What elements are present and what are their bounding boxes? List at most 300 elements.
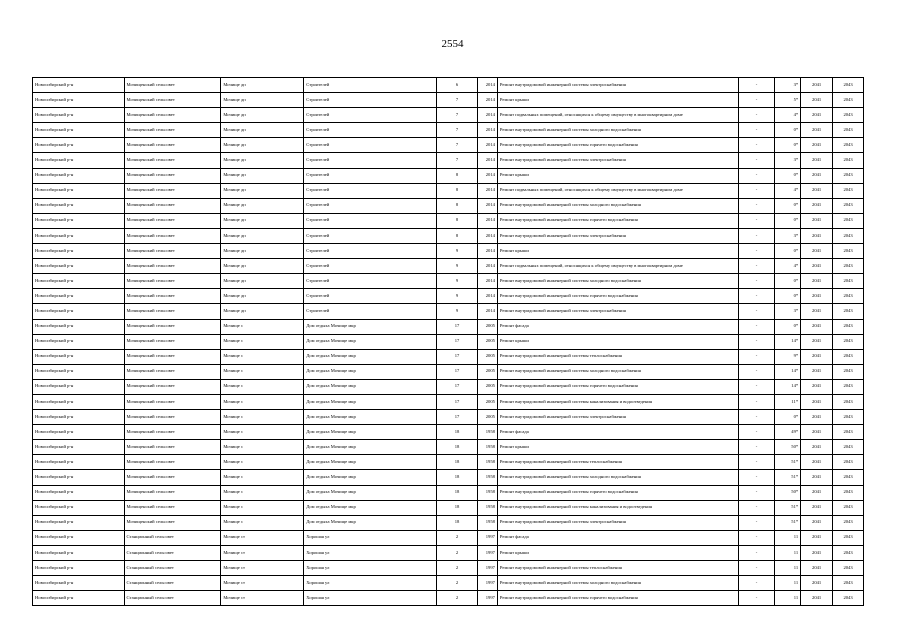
period-end-cell: 2043: [833, 515, 864, 530]
work-type-cell: Ремонт подвальных помещений, относящихся к общему имуществу в многоквартирном доме: [497, 259, 739, 274]
street-cell: Хорошая ул: [304, 591, 437, 606]
house-number-cell: 8: [437, 228, 477, 243]
work-type-cell: Ремонт внутридомовой инженерной системы горячего водоснабжения: [497, 591, 739, 606]
locality-cell: Мочище дп: [221, 78, 304, 93]
work-type-cell: Ремонт фасада: [497, 425, 739, 440]
build-year-cell: 2014: [477, 108, 497, 123]
build-year-cell: 2014: [477, 138, 497, 153]
period-start-cell: 2041: [801, 93, 833, 108]
marker-cell: -: [739, 289, 774, 304]
locality-cell: Мочище ст: [221, 545, 304, 560]
settlement-cell: Мочищенский сельсовет: [124, 319, 221, 334]
table-row: [33, 500, 864, 515]
house-number-cell: 18: [437, 470, 477, 485]
period-start-cell: 2041: [801, 364, 833, 379]
marker-cell: -: [739, 123, 774, 138]
build-year-cell: 1997: [477, 576, 497, 591]
table-row: [33, 108, 864, 123]
settlement-cell: Станционный сельсовет: [124, 591, 221, 606]
settlement-cell: Мочищенский сельсовет: [124, 198, 221, 213]
table-body: [33, 78, 864, 606]
street-cell: Дом отдыха Мочище мкр: [304, 515, 437, 530]
table-row: [33, 123, 864, 138]
locality-cell: Мочище с: [221, 364, 304, 379]
district-cell: Новосибирский р-н: [33, 198, 125, 213]
work-type-cell: Ремонт крыши: [497, 545, 739, 560]
table-row: [33, 198, 864, 213]
work-type-cell: Ремонт крыши: [497, 168, 739, 183]
period-start-cell: 2041: [801, 319, 833, 334]
locality-cell: Мочище с: [221, 440, 304, 455]
period-end-cell: 2043: [833, 289, 864, 304]
locality-cell: Мочище дп: [221, 274, 304, 289]
period-start-cell: 2041: [801, 213, 833, 228]
build-year-cell: 2014: [477, 213, 497, 228]
table-row: [33, 319, 864, 334]
settlement-cell: Мочищенский сельсовет: [124, 364, 221, 379]
period-end-cell: 2043: [833, 123, 864, 138]
house-number-cell: 7: [437, 108, 477, 123]
work-type-cell: Ремонт внутридомовой инженерной системы горячего водоснабжения: [497, 138, 739, 153]
marker-cell: -: [739, 319, 774, 334]
street-cell: Строителей: [304, 108, 437, 123]
table-row: [33, 425, 864, 440]
house-number-cell: 17: [437, 334, 477, 349]
marker-cell: -: [739, 379, 774, 394]
work-type-cell: Ремонт внутридомовой инженерной системы электроснабжения: [497, 78, 739, 93]
street-cell: Дом отдыха Мочище мкр: [304, 334, 437, 349]
marker-cell: -: [739, 364, 774, 379]
marker-cell: -: [739, 500, 774, 515]
period-start-cell: 2041: [801, 108, 833, 123]
district-cell: Новосибирский р-н: [33, 259, 125, 274]
build-year-cell: 1997: [477, 545, 497, 560]
work-type-cell: Ремонт внутридомовой инженерной системы холодного водоснабжения: [497, 123, 739, 138]
locality-cell: Мочище дп: [221, 168, 304, 183]
period-start-cell: 2041: [801, 183, 833, 198]
street-cell: Строителей: [304, 274, 437, 289]
marker-cell: -: [739, 304, 774, 319]
locality-cell: Мочище с: [221, 425, 304, 440]
work-type-cell: Ремонт внутридомовой инженерной системы электроснабжения: [497, 304, 739, 319]
table-row: [33, 213, 864, 228]
period-start-cell: 2041: [801, 500, 833, 515]
marker-cell: -: [739, 213, 774, 228]
house-number-cell: 17: [437, 410, 477, 425]
period-start-cell: 2041: [801, 455, 833, 470]
district-cell: Новосибирский р-н: [33, 561, 125, 576]
locality-cell: Мочище ст: [221, 561, 304, 576]
build-year-cell: 1958: [477, 485, 497, 500]
period-start-cell: 2041: [801, 530, 833, 545]
locality-cell: Мочище дп: [221, 123, 304, 138]
build-year-cell: 1958: [477, 440, 497, 455]
district-cell: Новосибирский р-н: [33, 364, 125, 379]
district-cell: Новосибирский р-н: [33, 334, 125, 349]
work-type-cell: Ремонт внутридомовой инженерной системы канализования и водоотведения: [497, 500, 739, 515]
period-end-cell: 2043: [833, 168, 864, 183]
settlement-cell: Станционный сельсовет: [124, 530, 221, 545]
period-end-cell: 2043: [833, 394, 864, 409]
marker-cell: -: [739, 274, 774, 289]
settlement-cell: Мочищенский сельсовет: [124, 470, 221, 485]
district-cell: Новосибирский р-н: [33, 78, 125, 93]
period-end-cell: 2043: [833, 440, 864, 455]
work-type-cell: Ремонт крыши: [497, 244, 739, 259]
locality-cell: Мочище дп: [221, 198, 304, 213]
period-start-cell: 2041: [801, 153, 833, 168]
work-type-cell: Ремонт подвальных помещений, относящихся к общему имуществу в многоквартирном доме: [497, 108, 739, 123]
value-cell: 11: [774, 530, 801, 545]
marker-cell: -: [739, 244, 774, 259]
settlement-cell: Мочищенский сельсовет: [124, 515, 221, 530]
house-number-cell: 7: [437, 123, 477, 138]
build-year-cell: 2014: [477, 168, 497, 183]
work-type-cell: Ремонт внутридомовой инженерной системы теплоснабжения: [497, 349, 739, 364]
settlement-cell: Мочищенский сельсовет: [124, 500, 221, 515]
value-cell: 0*: [774, 289, 801, 304]
table-row: [33, 244, 864, 259]
settlement-cell: Мочищенский сельсовет: [124, 334, 221, 349]
table-row: [33, 153, 864, 168]
settlement-cell: Мочищенский сельсовет: [124, 123, 221, 138]
build-year-cell: 1958: [477, 500, 497, 515]
value-cell: 0*: [774, 123, 801, 138]
street-cell: Дом отдыха Мочище мкр: [304, 410, 437, 425]
house-number-cell: 2: [437, 576, 477, 591]
build-year-cell: 2005: [477, 394, 497, 409]
house-number-cell: 8: [437, 213, 477, 228]
value-cell: 14*: [774, 379, 801, 394]
work-type-cell: Ремонт внутридомовой инженерной системы холодного водоснабжения: [497, 198, 739, 213]
settlement-cell: Мочищенский сельсовет: [124, 244, 221, 259]
period-start-cell: 2041: [801, 485, 833, 500]
street-cell: Дом отдыха Мочище мкр: [304, 394, 437, 409]
house-number-cell: 17: [437, 394, 477, 409]
period-start-cell: 2041: [801, 228, 833, 243]
build-year-cell: 1997: [477, 561, 497, 576]
build-year-cell: 2005: [477, 364, 497, 379]
house-number-cell: 7: [437, 138, 477, 153]
period-end-cell: 2043: [833, 545, 864, 560]
district-cell: Новосибирский р-н: [33, 304, 125, 319]
work-type-cell: Ремонт внутридомовой инженерной системы теплоснабжения: [497, 561, 739, 576]
marker-cell: -: [739, 198, 774, 213]
build-year-cell: 2014: [477, 123, 497, 138]
house-number-cell: 7: [437, 153, 477, 168]
work-type-cell: Ремонт внутридомовой инженерной системы горячего водоснабжения: [497, 213, 739, 228]
period-start-cell: 2041: [801, 440, 833, 455]
marker-cell: -: [739, 576, 774, 591]
period-end-cell: 2043: [833, 470, 864, 485]
house-number-cell: 9: [437, 244, 477, 259]
work-type-cell: Ремонт внутридомовой инженерной системы холодного водоснабжения: [497, 274, 739, 289]
marker-cell: -: [739, 470, 774, 485]
work-type-cell: Ремонт внутридомовой инженерной системы холодного водоснабжения: [497, 470, 739, 485]
street-cell: Строителей: [304, 228, 437, 243]
settlement-cell: Мочищенский сельсовет: [124, 93, 221, 108]
district-cell: Новосибирский р-н: [33, 455, 125, 470]
street-cell: Дом отдыха Мочище мкр: [304, 485, 437, 500]
settlement-cell: Мочищенский сельсовет: [124, 394, 221, 409]
street-cell: Строителей: [304, 93, 437, 108]
settlement-cell: Мочищенский сельсовет: [124, 274, 221, 289]
locality-cell: Мочище с: [221, 410, 304, 425]
house-number-cell: 2: [437, 591, 477, 606]
marker-cell: -: [739, 545, 774, 560]
period-start-cell: 2041: [801, 425, 833, 440]
table-row: [33, 138, 864, 153]
work-type-cell: Ремонт внутридомовой инженерной системы электроснабжения: [497, 228, 739, 243]
table-row: [33, 364, 864, 379]
value-cell: 11: [774, 545, 801, 560]
house-number-cell: 2: [437, 545, 477, 560]
period-end-cell: 2043: [833, 138, 864, 153]
settlement-cell: Мочищенский сельсовет: [124, 213, 221, 228]
street-cell: Дом отдыха Мочище мкр: [304, 455, 437, 470]
house-number-cell: 9: [437, 304, 477, 319]
period-end-cell: 2043: [833, 78, 864, 93]
house-number-cell: 17: [437, 379, 477, 394]
house-number-cell: 18: [437, 440, 477, 455]
marker-cell: -: [739, 334, 774, 349]
table-row: [33, 93, 864, 108]
period-end-cell: 2043: [833, 183, 864, 198]
house-number-cell: 8: [437, 168, 477, 183]
street-cell: Строителей: [304, 213, 437, 228]
district-cell: Новосибирский р-н: [33, 319, 125, 334]
period-start-cell: 2041: [801, 379, 833, 394]
period-start-cell: 2041: [801, 198, 833, 213]
value-cell: 14*: [774, 334, 801, 349]
build-year-cell: 2014: [477, 304, 497, 319]
period-start-cell: 2041: [801, 576, 833, 591]
locality-cell: Мочище ст: [221, 591, 304, 606]
period-start-cell: 2041: [801, 561, 833, 576]
value-cell: 4*: [774, 259, 801, 274]
locality-cell: Мочище с: [221, 319, 304, 334]
value-cell: 11: [774, 576, 801, 591]
district-cell: Новосибирский р-н: [33, 576, 125, 591]
settlement-cell: Станционный сельсовет: [124, 545, 221, 560]
marker-cell: -: [739, 259, 774, 274]
build-year-cell: 2005: [477, 379, 497, 394]
period-end-cell: 2043: [833, 485, 864, 500]
locality-cell: Мочище с: [221, 470, 304, 485]
period-end-cell: 2043: [833, 334, 864, 349]
street-cell: Строителей: [304, 123, 437, 138]
value-cell: 3*: [774, 153, 801, 168]
build-year-cell: 2014: [477, 274, 497, 289]
period-end-cell: 2043: [833, 93, 864, 108]
value-cell: 0*: [774, 274, 801, 289]
house-number-cell: 8: [437, 198, 477, 213]
build-year-cell: 2014: [477, 78, 497, 93]
street-cell: Дом отдыха Мочище мкр: [304, 500, 437, 515]
house-number-cell: 8: [437, 183, 477, 198]
work-type-cell: Ремонт крыши: [497, 93, 739, 108]
value-cell: 0*: [774, 213, 801, 228]
period-end-cell: 2043: [833, 379, 864, 394]
work-type-cell: Ремонт внутридомовой инженерной системы электроснабжения: [497, 153, 739, 168]
settlement-cell: Мочищенский сельсовет: [124, 183, 221, 198]
marker-cell: -: [739, 561, 774, 576]
district-cell: Новосибирский р-н: [33, 274, 125, 289]
period-end-cell: 2043: [833, 213, 864, 228]
table-row: [33, 183, 864, 198]
table-row: [33, 591, 864, 606]
marker-cell: -: [739, 485, 774, 500]
value-cell: 4*: [774, 108, 801, 123]
locality-cell: Мочище с: [221, 394, 304, 409]
marker-cell: -: [739, 153, 774, 168]
table-row: [33, 304, 864, 319]
locality-cell: Мочище дп: [221, 244, 304, 259]
locality-cell: Мочище дп: [221, 213, 304, 228]
build-year-cell: 2014: [477, 289, 497, 304]
house-number-cell: 18: [437, 425, 477, 440]
locality-cell: Мочище с: [221, 349, 304, 364]
marker-cell: -: [739, 183, 774, 198]
settlement-cell: Мочищенский сельсовет: [124, 379, 221, 394]
locality-cell: Мочище дп: [221, 304, 304, 319]
period-end-cell: 2043: [833, 425, 864, 440]
district-cell: Новосибирский р-н: [33, 183, 125, 198]
period-start-cell: 2041: [801, 591, 833, 606]
period-start-cell: 2041: [801, 349, 833, 364]
district-cell: Новосибирский р-н: [33, 228, 125, 243]
district-cell: Новосибирский р-н: [33, 93, 125, 108]
district-cell: Новосибирский р-н: [33, 379, 125, 394]
house-number-cell: 9: [437, 274, 477, 289]
street-cell: Дом отдыха Мочище мкр: [304, 425, 437, 440]
locality-cell: Мочище с: [221, 379, 304, 394]
work-type-cell: Ремонт внутридомовой инженерной системы горячего водоснабжения: [497, 379, 739, 394]
locality-cell: Мочище с: [221, 334, 304, 349]
work-type-cell: Ремонт крыши: [497, 440, 739, 455]
work-type-cell: Ремонт фасада: [497, 530, 739, 545]
period-end-cell: 2043: [833, 319, 864, 334]
period-start-cell: 2041: [801, 138, 833, 153]
street-cell: Дом отдыха Мочище мкр: [304, 470, 437, 485]
street-cell: Хорошая ул: [304, 545, 437, 560]
table-row: [33, 379, 864, 394]
value-cell: 51*: [774, 470, 801, 485]
settlement-cell: Станционный сельсовет: [124, 561, 221, 576]
period-start-cell: 2041: [801, 410, 833, 425]
marker-cell: -: [739, 108, 774, 123]
street-cell: Строителей: [304, 198, 437, 213]
marker-cell: -: [739, 228, 774, 243]
district-cell: Новосибирский р-н: [33, 591, 125, 606]
house-number-cell: 2: [437, 561, 477, 576]
district-cell: Новосибирский р-н: [33, 108, 125, 123]
street-cell: Хорошая ул: [304, 561, 437, 576]
street-cell: Дом отдыха Мочище мкр: [304, 364, 437, 379]
table-row: [33, 530, 864, 545]
locality-cell: Мочище ст: [221, 576, 304, 591]
settlement-cell: Мочищенский сельсовет: [124, 440, 221, 455]
marker-cell: -: [739, 440, 774, 455]
period-end-cell: 2043: [833, 455, 864, 470]
settlement-cell: Мочищенский сельсовет: [124, 138, 221, 153]
locality-cell: Мочище дп: [221, 93, 304, 108]
street-cell: Строителей: [304, 183, 437, 198]
period-start-cell: 2041: [801, 123, 833, 138]
value-cell: 51*: [774, 500, 801, 515]
district-cell: Новосибирский р-н: [33, 410, 125, 425]
house-number-cell: 7: [437, 93, 477, 108]
table-row: [33, 561, 864, 576]
build-year-cell: 1958: [477, 470, 497, 485]
work-type-cell: Ремонт внутридомовой инженерной системы теплоснабжения: [497, 455, 739, 470]
build-year-cell: 2005: [477, 349, 497, 364]
value-cell: 14*: [774, 364, 801, 379]
district-cell: Новосибирский р-н: [33, 394, 125, 409]
period-end-cell: 2043: [833, 304, 864, 319]
table-row: [33, 440, 864, 455]
period-end-cell: 2043: [833, 530, 864, 545]
locality-cell: Мочище ст: [221, 530, 304, 545]
value-cell: 0*: [774, 244, 801, 259]
street-cell: Строителей: [304, 138, 437, 153]
marker-cell: -: [739, 138, 774, 153]
district-cell: Новосибирский р-н: [33, 138, 125, 153]
work-type-cell: Ремонт внутридомовой инженерной системы горячего водоснабжения: [497, 485, 739, 500]
street-cell: Дом отдыха Мочище мкр: [304, 440, 437, 455]
district-cell: Новосибирский р-н: [33, 244, 125, 259]
street-cell: Хорошая ул: [304, 576, 437, 591]
settlement-cell: Мочищенский сельсовет: [124, 289, 221, 304]
locality-cell: Мочище дп: [221, 153, 304, 168]
build-year-cell: 2014: [477, 153, 497, 168]
settlement-cell: Мочищенский сельсовет: [124, 228, 221, 243]
work-type-cell: Ремонт внутридомовой инженерной системы электроснабжения: [497, 515, 739, 530]
district-cell: Новосибирский р-н: [33, 425, 125, 440]
value-cell: 50*: [774, 485, 801, 500]
settlement-cell: Мочищенский сельсовет: [124, 78, 221, 93]
locality-cell: Мочище с: [221, 455, 304, 470]
locality-cell: Мочище с: [221, 485, 304, 500]
locality-cell: Мочище с: [221, 515, 304, 530]
work-type-cell: Ремонт внутридомовой инженерной системы холодного водоснабжения: [497, 364, 739, 379]
period-start-cell: 2041: [801, 289, 833, 304]
build-year-cell: 2014: [477, 198, 497, 213]
work-type-cell: Ремонт подвальных помещений, относящихся к общему имуществу в многоквартирном доме: [497, 183, 739, 198]
settlement-cell: Мочищенский сельсовет: [124, 425, 221, 440]
locality-cell: Мочище дп: [221, 228, 304, 243]
period-end-cell: 2043: [833, 228, 864, 243]
district-cell: Новосибирский р-н: [33, 545, 125, 560]
marker-cell: -: [739, 168, 774, 183]
value-cell: 4*: [774, 183, 801, 198]
period-start-cell: 2041: [801, 244, 833, 259]
marker-cell: -: [739, 394, 774, 409]
value-cell: 51*: [774, 515, 801, 530]
capital-repair-table: [32, 77, 864, 606]
district-cell: Новосибирский р-н: [33, 153, 125, 168]
street-cell: Дом отдыха Мочище мкр: [304, 349, 437, 364]
table-row: [33, 274, 864, 289]
value-cell: 3*: [774, 228, 801, 243]
value-cell: 0*: [774, 319, 801, 334]
build-year-cell: 2014: [477, 244, 497, 259]
settlement-cell: Мочищенский сельсовет: [124, 168, 221, 183]
build-year-cell: 1958: [477, 425, 497, 440]
build-year-cell: 2014: [477, 183, 497, 198]
district-cell: Новосибирский р-н: [33, 530, 125, 545]
build-year-cell: 2014: [477, 259, 497, 274]
